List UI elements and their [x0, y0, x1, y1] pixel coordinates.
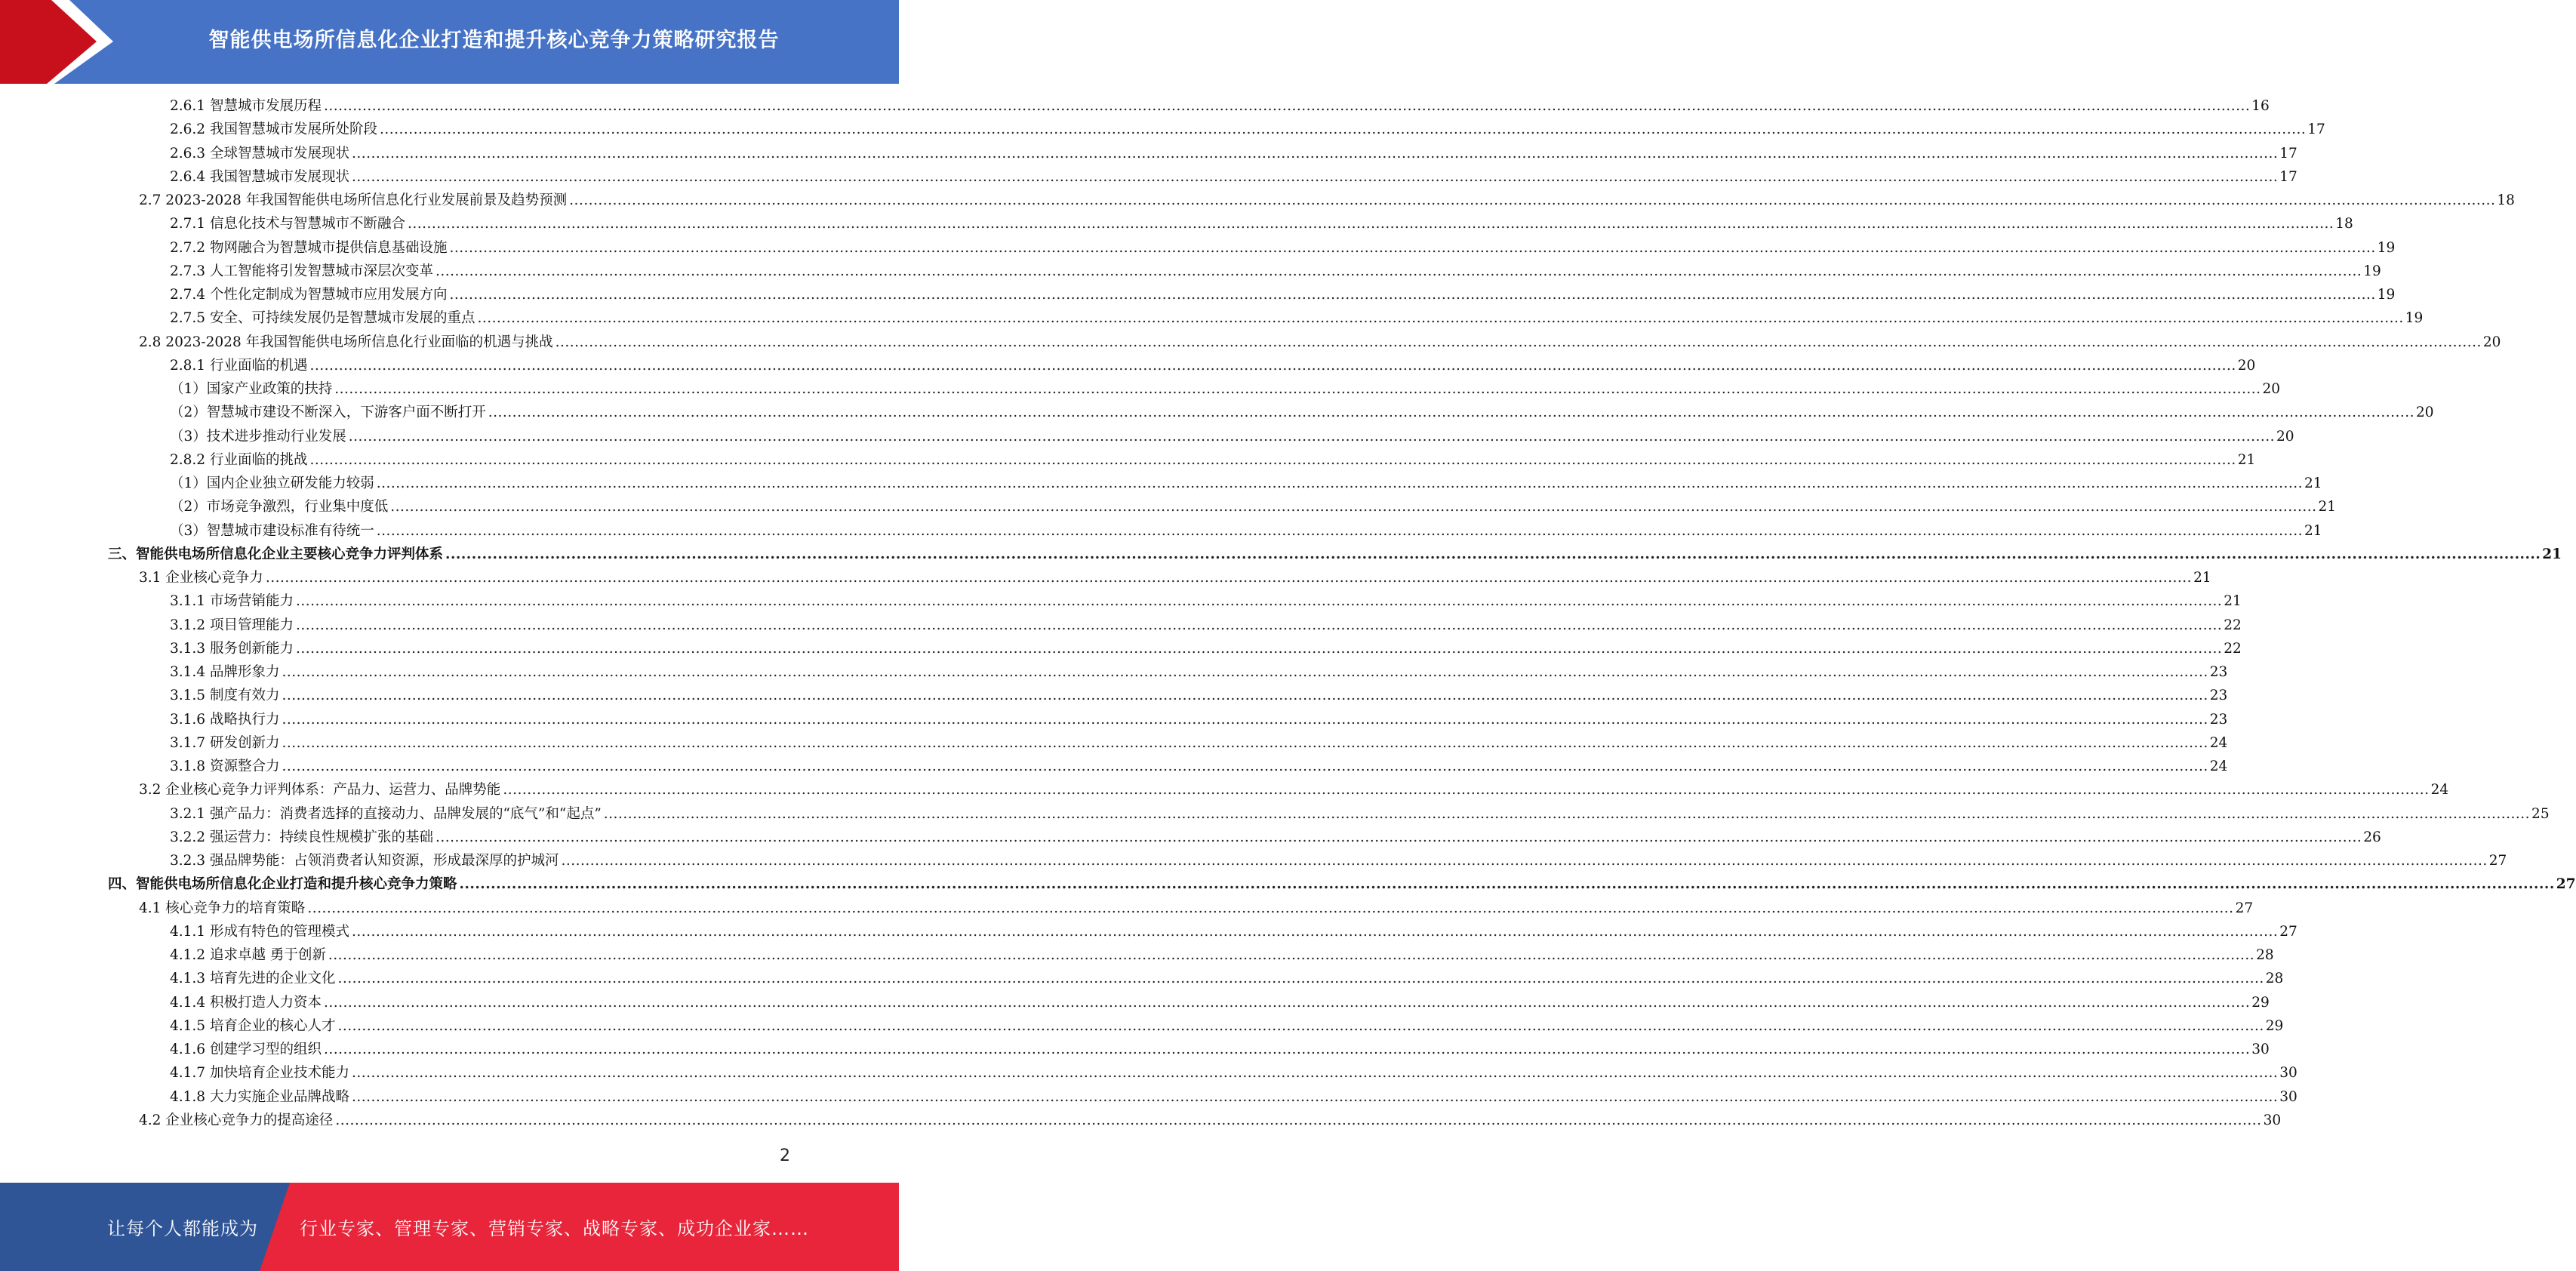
toc-entry-page: 19 — [2405, 310, 2424, 327]
toc-dot-leader: ................................................................................................................................................................................................................................................................................................................................................................................................................ — [295, 640, 2223, 657]
toc-entry[interactable] — [170, 1015, 2284, 1039]
toc-entry[interactable] — [170, 1039, 2270, 1062]
toc-dot-leader: ................................................................................................................................................................................................................................................................................................................................................................................................................ — [282, 688, 2208, 704]
toc-dot-leader: ................................................................................................................................................................................................................................................................................................................................................................................................................ — [376, 475, 2304, 491]
toc-entry-label: 3.1.3 服务创新能力 — [170, 640, 294, 657]
toc-entry-label: 三、智能供电场所信息化企业主要核心竞争力评判体系 — [108, 546, 444, 562]
toc-dot-leader: ................................................................................................................................................................................................................................................................................................................................................................................................................ — [323, 994, 2251, 1011]
toc-entry[interactable] — [170, 355, 2256, 378]
toc-entry[interactable] — [170, 237, 2396, 260]
toc-entry-page: 23 — [2209, 711, 2228, 728]
toc-entry-page: 30 — [2251, 1042, 2270, 1057]
toc-entry-label: 3.1.5 制度有效力 — [170, 688, 280, 704]
toc-entry[interactable] — [170, 732, 2228, 756]
toc-dot-leader: ................................................................................................................................................................................................................................................................................................................................................................................................................ — [459, 876, 2555, 893]
toc-entry-page: 18 — [2497, 192, 2515, 208]
toc-entry[interactable] — [139, 1109, 2282, 1133]
toc-entry-label: 2.6.2 我国智慧城市发展所处阶段 — [170, 122, 377, 138]
toc-entry-label: （1）国内企业独立研发能力较弱 — [170, 475, 374, 491]
toc-dot-leader: ................................................................................................................................................................................................................................................................................................................................................................................................................ — [328, 947, 2255, 963]
toc-entry-page: 22 — [2224, 640, 2242, 657]
toc-entry-page: 27 — [2235, 900, 2254, 916]
toc-entry-label: 4.1 核心竞争力的培育策略 — [139, 900, 306, 916]
toc-entry-page: 24 — [2209, 734, 2228, 751]
toc-entry-page: 16 — [2251, 98, 2270, 114]
toc-entry[interactable] — [139, 331, 2501, 355]
report-title: 智能供电场所信息化企业打造和提升核心竞争力策略研究报告 — [208, 28, 780, 52]
toc-entry-page: 20 — [2276, 428, 2294, 445]
toc-dot-leader: ................................................................................................................................................................................................................................................................................................................................................................................................................ — [323, 98, 2251, 114]
toc-entry-page: 27 — [2279, 923, 2297, 940]
toc-dot-leader: ................................................................................................................................................................................................................................................................................................................................................................................................................ — [351, 923, 2279, 940]
toc-dot-leader: ................................................................................................................................................................................................................................................................................................................................................................................................................ — [569, 192, 2496, 208]
toc-entry[interactable] — [170, 826, 2381, 850]
toc-entry-label: 4.1.8 大力实施企业品牌战略 — [170, 1088, 349, 1105]
toc-entry-label: （2）智慧城市建设不断深入，下游客户面不断打开 — [170, 405, 486, 421]
toc-entry-page: 20 — [2416, 405, 2434, 421]
toc-entry-label: 2.7.5 安全、可持续发展仍是智慧城市发展的重点 — [170, 310, 475, 327]
toc-entry-page: 30 — [2279, 1088, 2297, 1105]
toc-entry-page: 27 — [2556, 876, 2576, 893]
toc-dot-leader: ................................................................................................................................................................................................................................................................................................................................................................................................................ — [351, 168, 2279, 185]
toc-entry-page: 27 — [2488, 853, 2507, 869]
toc-entry-label: 4.1.5 培育企业的核心人才 — [170, 1017, 336, 1034]
toc-dot-leader: ................................................................................................................................................................................................................................................................................................................................................................................................................ — [561, 853, 2488, 869]
toc-dot-leader: ................................................................................................................................................................................................................................................................................................................................................................................................................ — [407, 216, 2334, 232]
toc-dot-leader: ................................................................................................................................................................................................................................................................................................................................................................................................................ — [307, 900, 2234, 916]
toc-dot-leader: ................................................................................................................................................................................................................................................................................................................................................................................................................ — [265, 570, 2193, 586]
toc-entry[interactable] — [170, 307, 2424, 331]
toc-entry-page: 21 — [2318, 499, 2337, 515]
toc-entry-page: 29 — [2265, 1017, 2284, 1034]
toc-entry-page: 30 — [2279, 1065, 2297, 1082]
toc-entry-page: 19 — [2377, 287, 2396, 303]
toc-entry[interactable] — [170, 709, 2228, 732]
toc-dot-leader: ................................................................................................................................................................................................................................................................................................................................................................................................................ — [335, 1112, 2262, 1128]
toc-entry-label: 3.2.3 强品牌势能：占领消费者认知资源，形成最深厚的护城河 — [170, 853, 559, 869]
toc-entry[interactable] — [170, 685, 2228, 708]
toc-entry-label: 3.2.1 强产品力：消费者选择的直接动力、品牌发展的“底气”和“起点” — [170, 805, 602, 822]
toc-entry-label: 2.7.3 人工智能将引发智慧城市深层次变革 — [170, 263, 433, 279]
toc-entry[interactable] — [170, 402, 2434, 425]
toc-entry-page: 30 — [2263, 1112, 2282, 1128]
toc-entry[interactable] — [170, 1086, 2297, 1109]
toc-entry-label: 3.1.6 战略执行力 — [170, 711, 280, 728]
toc-entry-label: （2）市场竞争激烈，行业集中度低 — [170, 499, 389, 515]
toc-dot-leader: ................................................................................................................................................................................................................................................................................................................................................................................................................ — [435, 829, 2362, 845]
toc-entry[interactable] — [170, 496, 2337, 519]
toc-entry[interactable] — [170, 284, 2396, 307]
header-chevron-decoration — [0, 0, 121, 84]
toc-dot-leader: ................................................................................................................................................................................................................................................................................................................................................................................................................ — [323, 1042, 2251, 1057]
toc-entry[interactable] — [170, 378, 2281, 402]
toc-entry[interactable] — [170, 968, 2284, 991]
toc-entry-page: 21 — [2224, 593, 2242, 610]
toc-entry-label: 四、智能供电场所信息化企业打造和提升核心竞争力策略 — [108, 876, 457, 893]
toc-dot-leader: ................................................................................................................................................................................................................................................................................................................................................................................................................ — [449, 239, 2376, 256]
toc-entry-label: 4.1.2 追求卓越 勇于创新 — [170, 947, 326, 963]
toc-entry-page: 21 — [2542, 546, 2562, 562]
toc-entry-page: 21 — [2193, 570, 2211, 586]
footer-slogan-left: 让每个人都能成为 — [107, 1218, 258, 1239]
toc-entry-page: 19 — [2363, 263, 2381, 279]
toc-entry[interactable] — [170, 520, 2322, 543]
toc-entry-label: 2.8.2 行业面临的挑战 — [170, 451, 308, 468]
toc-entry-label: 4.1.7 加快培育企业技术能力 — [170, 1065, 349, 1082]
toc-dot-leader: ................................................................................................................................................................................................................................................................................................................................................................................................................ — [348, 428, 2276, 445]
toc-entry-label: 2.7 2023-2028 年我国智能供电场所信息化行业发展前景及趋势预测 — [139, 192, 568, 208]
toc-entry-page: 22 — [2224, 617, 2242, 633]
toc-dot-leader: ................................................................................................................................................................................................................................................................................................................................................................................................................ — [309, 451, 2236, 468]
toc-dot-leader: ................................................................................................................................................................................................................................................................................................................................................................................................................ — [555, 334, 2482, 350]
toc-entry-label: 3.1.8 资源整合力 — [170, 759, 280, 774]
toc-entry-page: 28 — [2265, 971, 2284, 987]
toc-entry-label: （3）智慧城市建设标准有待统一 — [170, 522, 374, 539]
toc-dot-leader: ................................................................................................................................................................................................................................................................................................................................................................................................................ — [379, 122, 2307, 138]
toc-entry-label: 4.2 企业核心竞争力的提高途径 — [139, 1112, 334, 1128]
toc-dot-leader: ................................................................................................................................................................................................................................................................................................................................................................................................................ — [337, 1017, 2264, 1034]
page-footer — [0, 1183, 899, 1271]
toc-entry[interactable] — [170, 260, 2381, 284]
toc-entry[interactable] — [170, 590, 2242, 614]
toc-dot-leader: ................................................................................................................................................................................................................................................................................................................................................................................................................ — [477, 310, 2404, 327]
toc-entry-page: 23 — [2209, 688, 2228, 704]
toc-dot-leader: ................................................................................................................................................................................................................................................................................................................................................................................................................ — [334, 381, 2261, 397]
toc-entry-page: 17 — [2307, 122, 2325, 138]
toc-entry[interactable] — [170, 803, 2550, 826]
toc-entry-label: 2.6.4 我国智慧城市发展现状 — [170, 168, 349, 185]
toc-entry-page: 19 — [2377, 239, 2396, 256]
toc-entry-label: 4.1.4 积极打造人力资本 — [170, 994, 322, 1011]
toc-entry[interactable] — [108, 543, 2562, 567]
toc-entry[interactable] — [170, 166, 2297, 189]
toc-dot-leader: ................................................................................................................................................................................................................................................................................................................................................................................................................ — [351, 1065, 2279, 1082]
toc-entry-label: 3.1 企业核心竞争力 — [139, 570, 263, 586]
toc-entry-label: 3.1.7 研发创新力 — [170, 734, 280, 751]
toc-entry[interactable] — [139, 779, 2449, 802]
toc-dot-leader: ................................................................................................................................................................................................................................................................................................................................................................................................................ — [445, 546, 2541, 562]
toc-entry-label: 4.1.1 形成有特色的管理模式 — [170, 923, 349, 940]
toc-entry-page: 17 — [2279, 145, 2297, 162]
toc-entry-label: 3.1.4 品牌形象力 — [170, 664, 280, 680]
toc-dot-leader: ................................................................................................................................................................................................................................................................................................................................................................................................................ — [603, 805, 2531, 822]
toc-entry[interactable] — [170, 661, 2228, 685]
toc-dot-leader: ................................................................................................................................................................................................................................................................................................................................................................................................................ — [488, 405, 2415, 421]
toc-entry[interactable] — [170, 992, 2270, 1015]
toc-entry-page: 26 — [2363, 829, 2381, 845]
toc-dot-leader: ................................................................................................................................................................................................................................................................................................................................................................................................................ — [390, 499, 2317, 515]
toc-entry[interactable] — [170, 143, 2297, 166]
toc-entry[interactable] — [108, 873, 2576, 897]
toc-entry[interactable] — [139, 897, 2254, 921]
toc-entry-page: 21 — [2304, 475, 2322, 491]
toc-dot-leader: ................................................................................................................................................................................................................................................................................................................................................................................................................ — [282, 734, 2208, 751]
toc-entry-label: 2.7.2 物网融合为智慧城市提供信息基础设施 — [170, 239, 448, 256]
toc-entry[interactable] — [170, 118, 2325, 142]
toc-entry-page: 24 — [2209, 759, 2228, 774]
toc-entry-label: 3.2.2 强运营力：持续良性规模扩张的基础 — [170, 829, 433, 845]
toc-entry-label: 3.1.1 市场营销能力 — [170, 593, 294, 610]
toc-entry[interactable] — [170, 449, 2256, 472]
page-number: 2 — [780, 1146, 790, 1165]
toc-dot-leader: ................................................................................................................................................................................................................................................................................................................................................................................................................ — [435, 263, 2362, 279]
toc-entry-label: 4.1.6 创建学习型的组织 — [170, 1042, 322, 1057]
toc-entry-label: 4.1.3 培育先进的企业文化 — [170, 971, 336, 987]
toc-dot-leader: ................................................................................................................................................................................................................................................................................................................................................................................................................ — [282, 759, 2208, 774]
toc-entry-page: 20 — [2482, 334, 2501, 350]
page-header — [0, 0, 899, 84]
toc-entry-label: （1）国家产业政策的扶持 — [170, 381, 333, 397]
toc-entry-page: 21 — [2304, 522, 2322, 539]
toc-entry-label: 2.6.3 全球智慧城市发展现状 — [170, 145, 349, 162]
toc-entry-label: 2.6.1 智慧城市发展历程 — [170, 98, 322, 114]
toc-entry[interactable] — [170, 426, 2294, 449]
toc-dot-leader: ................................................................................................................................................................................................................................................................................................................................................................................................................ — [295, 593, 2223, 610]
toc-entry[interactable] — [170, 638, 2242, 661]
toc-entry-page: 20 — [2237, 357, 2256, 374]
toc-dot-leader: ................................................................................................................................................................................................................................................................................................................................................................................................................ — [503, 782, 2430, 799]
toc-entry[interactable] — [139, 189, 2515, 213]
toc-entry-page: 17 — [2279, 168, 2297, 185]
toc-dot-leader: ................................................................................................................................................................................................................................................................................................................................................................................................................ — [309, 357, 2236, 374]
toc-dot-leader: ................................................................................................................................................................................................................................................................................................................................................................................................................ — [449, 287, 2376, 303]
toc-entry[interactable] — [170, 95, 2270, 118]
toc-dot-leader: ................................................................................................................................................................................................................................................................................................................................................................................................................ — [337, 971, 2264, 987]
toc-entry[interactable] — [170, 614, 2242, 638]
footer-slogan-right: 行业专家、管理专家、营销专家、战略专家、成功企业家…… — [300, 1218, 809, 1239]
toc-entry-page: 23 — [2209, 664, 2228, 680]
toc-entry-page: 29 — [2251, 994, 2270, 1011]
toc-entry[interactable] — [170, 756, 2228, 779]
toc-entry[interactable] — [170, 1062, 2297, 1085]
toc-entry-label: （3）技术进步推动行业发展 — [170, 428, 346, 445]
toc-entry[interactable] — [170, 944, 2274, 968]
toc-dot-leader: ................................................................................................................................................................................................................................................................................................................................................................................................................ — [282, 711, 2208, 728]
toc-entry[interactable] — [139, 567, 2211, 590]
toc-dot-leader: ................................................................................................................................................................................................................................................................................................................................................................................................................ — [351, 145, 2279, 162]
toc-entry-page: 21 — [2237, 451, 2256, 468]
toc-entry-page: 18 — [2335, 216, 2353, 232]
toc-entry-page: 24 — [2430, 782, 2449, 799]
toc-dot-leader: ................................................................................................................................................................................................................................................................................................................................................................................................................ — [282, 664, 2208, 680]
toc-entry-label: 2.8 2023-2028 年我国智能供电场所信息化行业面临的机遇与挑战 — [139, 334, 553, 350]
toc-entry-label: 2.7.1 信息化技术与智慧城市不断融合 — [170, 216, 405, 232]
toc-entry[interactable] — [170, 472, 2322, 496]
toc-entry[interactable] — [170, 213, 2353, 236]
toc-dot-leader: ................................................................................................................................................................................................................................................................................................................................................................................................................ — [351, 1088, 2279, 1105]
toc-entry[interactable] — [170, 850, 2507, 873]
toc-dot-leader: ................................................................................................................................................................................................................................................................................................................................................................................................................ — [376, 522, 2304, 539]
toc-entry-page: 28 — [2256, 947, 2274, 963]
toc-entry-page: 25 — [2531, 805, 2550, 822]
toc-dot-leader: ................................................................................................................................................................................................................................................................................................................................................................................................................ — [295, 617, 2223, 633]
toc-entry-label: 2.8.1 行业面临的机遇 — [170, 357, 308, 374]
toc-entry-label: 2.7.4 个性化定制成为智慧城市应用发展方向 — [170, 287, 448, 303]
toc-entry-label: 3.1.2 项目管理能力 — [170, 617, 294, 633]
toc-entry-label: 3.2 企业核心竞争力评判体系：产品力、运营力、品牌势能 — [139, 782, 501, 799]
toc-entry[interactable] — [170, 921, 2297, 944]
toc-entry-page: 20 — [2262, 381, 2281, 397]
